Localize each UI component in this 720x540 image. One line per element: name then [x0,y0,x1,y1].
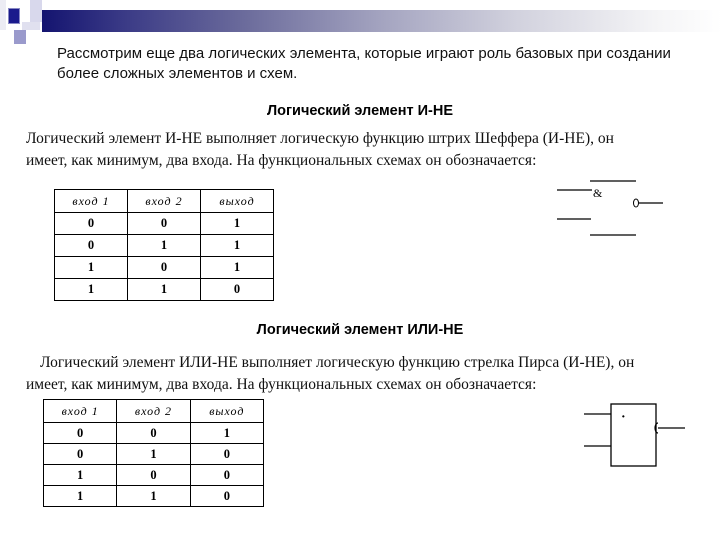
nand-gate-icon [550,172,680,244]
table-cell: 0 [190,444,263,465]
decor-square [22,22,40,30]
table-row [55,235,274,257]
decor-square [30,0,42,22]
nand-description-line: имеет, как минимум, два входа. На функциональных схемах он обозначается: [26,152,537,169]
table-cell: 1 [44,486,117,507]
table-cell: 1 [44,465,117,486]
table-header-row [55,190,274,213]
nor-heading: Логический элемент ИЛИ-НЕ [256,322,464,338]
table-cell: 0 [190,486,263,507]
table-cell: 1 [201,213,274,235]
table-header-row [44,400,264,423]
nand-description-line: Логический элемент И-НЕ выполняет логическую функцию штрих Шеффера (И-НЕ), он [26,130,614,147]
nor-truth-table [43,399,264,507]
column-header: вход 1 [55,190,128,213]
column-header: вход 2 [117,400,190,423]
table-cell: 0 [201,279,274,301]
table-cell: 0 [128,257,201,279]
gate-and-symbol: & [593,186,603,200]
table-cell: 0 [44,423,117,444]
intro-text: Рассмотрим еще два логических элемента, которые играют роль базовых при создании более сложных элементов и схем. [57,45,671,82]
column-header: выход [190,400,263,423]
table-row [44,444,264,465]
table-row [44,465,264,486]
table-cell: 0 [55,213,128,235]
nand-heading: Логический элемент И-НЕ [266,103,454,119]
table-row [55,279,274,301]
table-cell: 1 [55,257,128,279]
nand-truth-table [54,189,274,301]
table-cell: 0 [128,213,201,235]
nor-description [26,352,706,396]
bullet-square-icon [8,8,20,24]
nor-description-line: Логический элемент ИЛИ-НЕ выполняет логическую функцию стрелка Пирса (И-НЕ), он [40,354,635,371]
table-cell: 1 [117,486,190,507]
decor-square [0,0,6,30]
table-cell: 1 [117,444,190,465]
table-row [55,213,274,235]
table-cell: 0 [117,465,190,486]
column-header: выход [201,190,274,213]
table-row [55,257,274,279]
table-cell: 0 [190,465,263,486]
table-cell: 1 [128,279,201,301]
table-cell: 1 [201,257,274,279]
table-cell: 1 [128,235,201,257]
nand-description [26,128,706,172]
table-cell: 1 [201,235,274,257]
table-cell: 1 [190,423,263,444]
table-cell: 0 [44,444,117,465]
table-cell: 0 [55,235,128,257]
table-row [44,486,264,507]
table-cell: 0 [117,423,190,444]
decor-square [14,30,26,44]
column-header: вход 1 [44,400,117,423]
table-cell: 1 [55,279,128,301]
column-header: вход 2 [128,190,201,213]
nor-gate-icon [578,398,698,474]
gate-or-symbol: · [621,410,626,425]
title-gradient-bar [42,10,720,32]
nor-description-line: имеет, как минимум, два входа. На функциональных схемах он обозначается: [26,376,537,393]
table-row [44,423,264,444]
